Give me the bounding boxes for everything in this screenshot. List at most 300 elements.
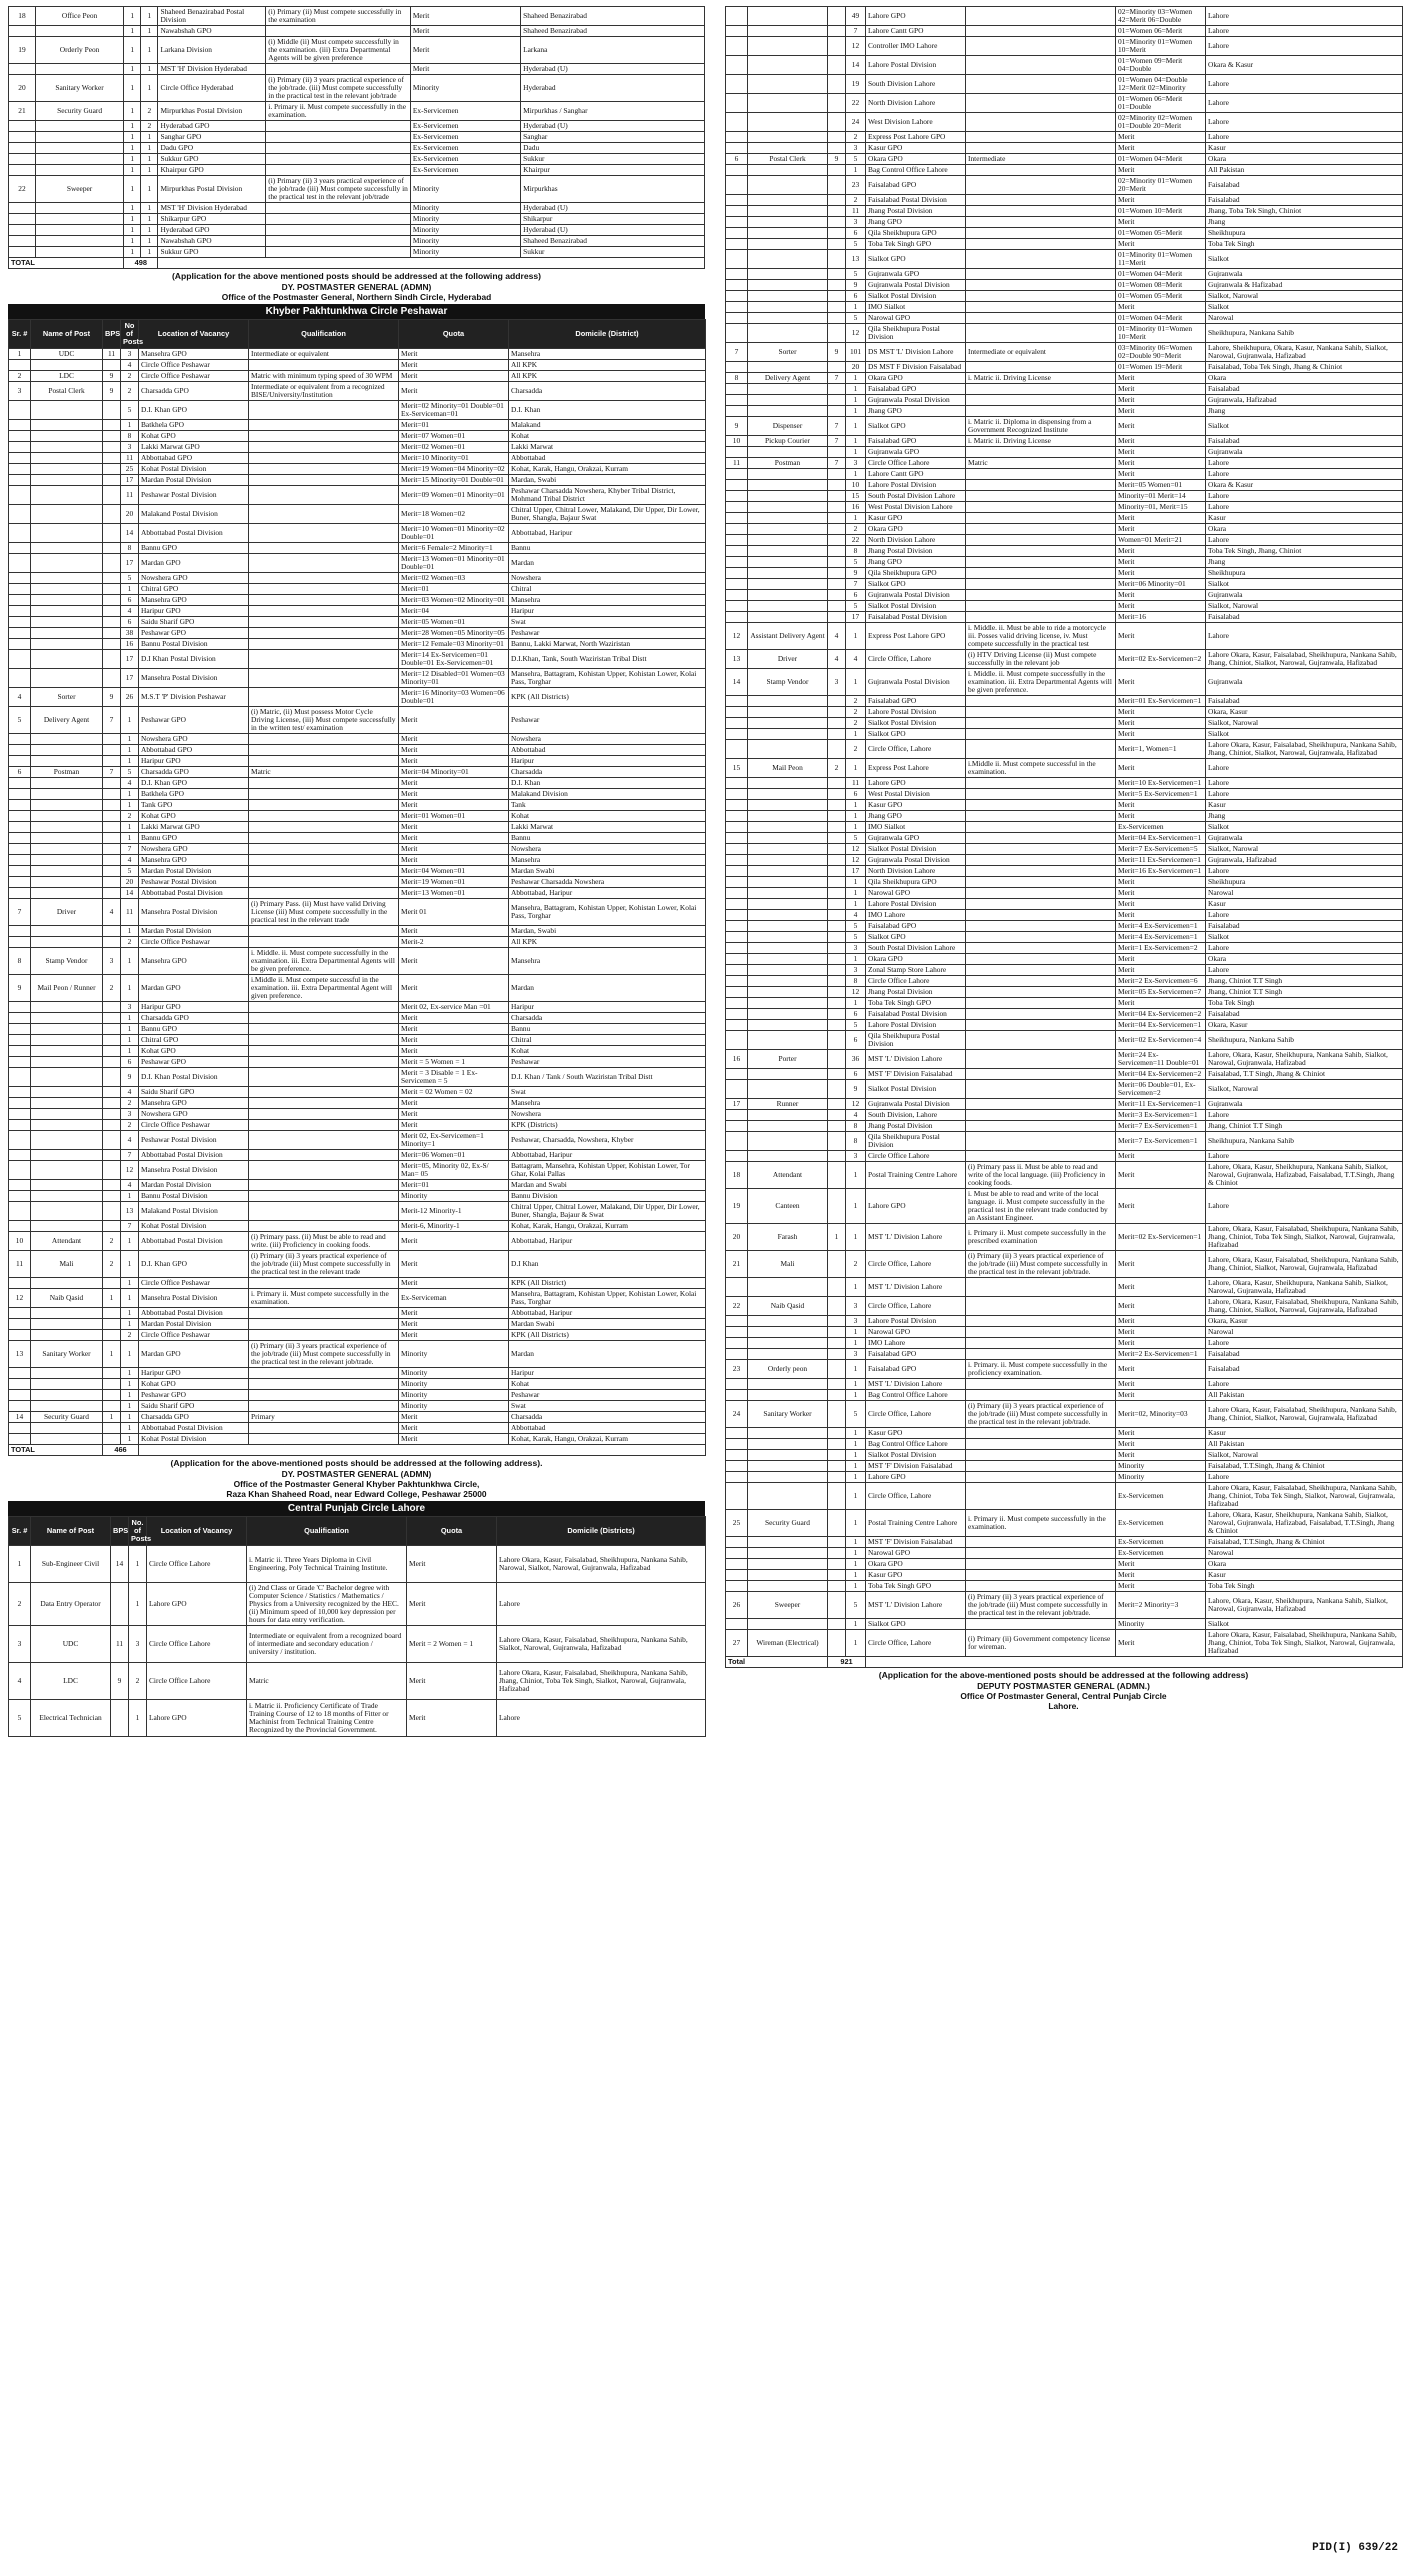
- table-row: [726, 195, 1403, 206]
- cell-qualification: (i) Primary (ii) 3 years practical experience of the job/trade (iii) Must compete successfully in the practical test in the relevant job/trade: [266, 176, 411, 203]
- cell-qualification: [266, 247, 411, 258]
- cell-qualification: [966, 546, 1116, 557]
- cell-quota: Merit: [1116, 998, 1206, 1009]
- cell-bps: [828, 1619, 846, 1630]
- cell-post-name: [748, 1031, 828, 1050]
- cell-domicile: Hyderabad (U): [521, 225, 705, 236]
- cell-post-name: [748, 998, 828, 1009]
- cell-quota: Merit: [1116, 1360, 1206, 1379]
- cell-post-name: [31, 822, 103, 833]
- cell-quota: Merit: [399, 975, 509, 1002]
- cell-qualification: [966, 778, 1116, 789]
- cell-domicile: Tank: [509, 800, 706, 811]
- cell-sr: [9, 888, 31, 899]
- cell-bps: [828, 513, 846, 524]
- cell-location: Sialkot Postal Division: [866, 291, 966, 302]
- cell-posts: 1: [141, 75, 158, 102]
- cell-location: Abbottabad Postal Division: [139, 1150, 249, 1161]
- cell-post-name: [748, 1327, 828, 1338]
- table-row: [9, 1024, 706, 1035]
- cell-qualification: (i) Primary pass ii. Must be able to read and write of the local language. (iii) Proficiency in cooking foods.: [966, 1162, 1116, 1189]
- cell-qualification: [266, 203, 411, 214]
- sindh-address-note: (Application for the above mentioned posts should be addressed at the following address): [171, 271, 542, 281]
- cell-posts: 101: [846, 343, 866, 362]
- cell-location: Circle Office, Lahore: [866, 1251, 966, 1278]
- cell-post-name: [31, 453, 103, 464]
- cell-qualification: i. Matric ii. Proficiency Certificate of Trade Training Course of 12 to 18 months of Fitter or Machinist from Technical Training Centre Recognized by the Provincial Government.: [247, 1700, 407, 1737]
- cell-sr: 10: [9, 1232, 31, 1251]
- cell-posts: 1: [121, 1423, 139, 1434]
- cell-bps: 4: [103, 899, 121, 926]
- cell-sr: [726, 1450, 748, 1461]
- table-row: [9, 1379, 706, 1390]
- cell-quota: Minority: [399, 1368, 509, 1379]
- cell-sr: [726, 1379, 748, 1390]
- cell-domicile: Peshawar: [509, 707, 706, 734]
- cell-sr: [9, 143, 36, 154]
- cell-sr: [726, 921, 748, 932]
- cell-quota: Merit=16 Ex-Servicemen=1: [1116, 866, 1206, 877]
- cell-domicile: Mansehra: [509, 1098, 706, 1109]
- cell-location: Chitral GPO: [139, 1035, 249, 1046]
- cell-quota: Ex-Servicemen: [1116, 822, 1206, 833]
- cell-sr: 19: [726, 1189, 748, 1224]
- cell-qualification: [966, 1132, 1116, 1151]
- cell-location: Toba Tek Singh GPO: [866, 998, 966, 1009]
- table-row: [726, 1483, 1403, 1510]
- cell-post-name: Security Guard: [748, 1510, 828, 1537]
- cell-quota: Ex-Servicemen: [1116, 1537, 1206, 1548]
- cell-qualification: [966, 1428, 1116, 1439]
- cell-bps: [828, 1278, 846, 1297]
- cell-domicile: Lahore: [1206, 910, 1403, 921]
- cell-bps: 7: [103, 767, 121, 778]
- cell-quota: Minority: [410, 236, 520, 247]
- cell-posts: 1: [121, 1024, 139, 1035]
- cell-post-name: [31, 669, 103, 688]
- cell-bps: 1: [124, 203, 141, 214]
- table-row: [9, 349, 706, 360]
- cell-quota: Merit 01: [399, 899, 509, 926]
- cell-bps: [828, 1537, 846, 1548]
- cell-qualification: i.Middle ii. Must compete successful in the examination.: [966, 759, 1116, 778]
- cell-location: Mirpurkhas Postal Division: [158, 176, 266, 203]
- cell-sr: [9, 247, 36, 258]
- cell-bps: [828, 1472, 846, 1483]
- cell-qualification: [966, 75, 1116, 94]
- cell-bps: [103, 1202, 121, 1221]
- cell-location: Shaheed Benazirabad Postal Division: [158, 7, 266, 26]
- cell-bps: [828, 910, 846, 921]
- cell-posts: 17: [846, 612, 866, 623]
- cell-domicile: Sialkot, Narowal: [1206, 291, 1403, 302]
- cell-qualification: (i) Primary (ii) 3 years practical experience of the job/trade (iii) Must compete successfully in the practical test in the relevant trade: [249, 1251, 399, 1278]
- cell-bps: [103, 734, 121, 745]
- cell-sr: [726, 165, 748, 176]
- cell-post-name: [748, 855, 828, 866]
- cell-domicile: KPK (All District): [509, 1278, 706, 1289]
- cell-bps: [103, 1024, 121, 1035]
- cell-location: Charsadda GPO: [139, 382, 249, 401]
- cell-quota: Merit=01: [399, 1180, 509, 1191]
- table-row: [9, 1626, 706, 1663]
- cell-qualification: [249, 1390, 399, 1401]
- cell-domicile: Kohat: [509, 1379, 706, 1390]
- cell-quota: Merit=01 Ex-Servicemen=1: [1116, 696, 1206, 707]
- cell-location: Malakand Postal Division: [139, 505, 249, 524]
- cell-qualification: [249, 401, 399, 420]
- cell-quota: Merit=18 Women=02: [399, 505, 509, 524]
- cell-qualification: i.Middle ii. Must compete successful in the examination. iii. Extra Departmental Agent will given preference.: [249, 975, 399, 1002]
- cell-location: Abbottabad Postal Division: [139, 888, 249, 899]
- cell-domicile: Lahore: [1206, 789, 1403, 800]
- cell-posts: 1: [129, 1700, 147, 1737]
- sindh-total-label: TOTAL: [9, 258, 124, 269]
- header-sr: Sr. #: [9, 1517, 31, 1546]
- cell-quota: Merit=19 Women=04 Minority=02: [399, 464, 509, 475]
- cell-posts: 5: [846, 833, 866, 844]
- cell-domicile: Mansehra: [509, 595, 706, 606]
- cell-quota: Merit = 2 Women = 1: [407, 1626, 497, 1663]
- cell-quota: Merit=10 Ex-Servicemen=1: [1116, 778, 1206, 789]
- cell-post-name: [31, 1131, 103, 1150]
- cell-location: MST 'L' Division Lahore: [866, 1379, 966, 1390]
- cell-sr: [9, 1278, 31, 1289]
- cell-sr: [726, 26, 748, 37]
- cell-posts: 5: [846, 1592, 866, 1619]
- cell-qualification: [249, 937, 399, 948]
- cell-domicile: Lahore: [1206, 7, 1403, 26]
- cell-quota: 01=Women 04=Double 12=Merit 02=Minority: [1116, 75, 1206, 94]
- cell-post-name: [748, 1132, 828, 1151]
- cell-posts: 1: [141, 26, 158, 37]
- table-row: [726, 94, 1403, 113]
- cell-post-name: [31, 877, 103, 888]
- cell-qualification: [966, 1338, 1116, 1349]
- cell-quota: Minority=01, Merit=15: [1116, 502, 1206, 513]
- cell-bps: [103, 453, 121, 464]
- table-row: [9, 1390, 706, 1401]
- cell-quota: Ex-Servicemen: [410, 154, 520, 165]
- cell-post-name: Sweeper: [35, 176, 123, 203]
- cell-domicile: Okara: [1206, 154, 1403, 165]
- cell-quota: 01=Women 19=Merit: [1116, 362, 1206, 373]
- cell-domicile: Lahore: [1206, 26, 1403, 37]
- table-row: [9, 1278, 706, 1289]
- cell-location: Mardan Postal Division: [139, 475, 249, 486]
- cell-qualification: [966, 217, 1116, 228]
- cell-posts: 5: [846, 557, 866, 568]
- cell-domicile: Faisalabad: [1206, 612, 1403, 623]
- cell-domicile: Sialkot: [1206, 579, 1403, 590]
- cell-sr: [726, 302, 748, 313]
- cell-location: Mardan Postal Division: [139, 926, 249, 937]
- cell-bps: [103, 543, 121, 554]
- table-row: [9, 573, 706, 584]
- cell-location: Faisalabad GPO: [866, 1360, 966, 1379]
- sindh-table-body: [9, 7, 705, 258]
- cell-post-name: [31, 431, 103, 442]
- cell-sr: 2: [9, 1583, 31, 1626]
- cell-posts: 1: [846, 1510, 866, 1537]
- cell-post-name: Postman: [748, 458, 828, 469]
- cell-qualification: [966, 1483, 1116, 1510]
- cell-bps: [828, 844, 846, 855]
- cell-posts: 1: [121, 800, 139, 811]
- cell-post-name: Porter: [748, 1050, 828, 1069]
- cell-quota: Merit: [1116, 669, 1206, 696]
- cell-post-name: [748, 1390, 828, 1401]
- cell-bps: [828, 362, 846, 373]
- cell-sr: [9, 442, 31, 453]
- cell-sr: [9, 745, 31, 756]
- cell-location: Faisalabad Postal Division: [866, 612, 966, 623]
- header-post-name: Name of Post: [31, 320, 103, 349]
- cell-post-name: [748, 1619, 828, 1630]
- cell-domicile: Lahore: [1206, 37, 1403, 56]
- cell-domicile: Okara & Kasur: [1206, 480, 1403, 491]
- cell-domicile: Mansehra, Battagram, Kohistan Upper, Kohistan Lower, Kolai Pass, Torghar: [509, 899, 706, 926]
- table-row: [726, 601, 1403, 612]
- cell-sr: [9, 789, 31, 800]
- cell-bps: 1: [124, 247, 141, 258]
- cell-post-name: [35, 165, 123, 176]
- cell-bps: 4: [828, 623, 846, 650]
- table-row: [9, 1251, 706, 1278]
- cell-location: Lakki Marwat GPO: [139, 822, 249, 833]
- cell-bps: [828, 866, 846, 877]
- cell-qualification: [266, 236, 411, 247]
- table-row: [9, 1161, 706, 1180]
- cell-sr: [726, 217, 748, 228]
- cell-sr: 2: [9, 371, 31, 382]
- cell-sr: [726, 844, 748, 855]
- cell-qualification: [266, 225, 411, 236]
- cell-post-name: Mail Peon: [748, 759, 828, 778]
- cell-posts: 1: [129, 1583, 147, 1626]
- table-row: [9, 877, 706, 888]
- cell-sr: 26: [726, 1592, 748, 1619]
- cell-sr: [726, 1278, 748, 1297]
- cell-posts: 1: [846, 1439, 866, 1450]
- table-row: [9, 1002, 706, 1013]
- cell-bps: [828, 546, 846, 557]
- cell-post-name: [35, 214, 123, 225]
- cell-sr: [726, 1069, 748, 1080]
- cell-post-name: [31, 1278, 103, 1289]
- cell-post-name: [31, 420, 103, 431]
- cell-location: Shikarpur GPO: [158, 214, 266, 225]
- cell-domicile: Faisalabad, T.T.Singh, Jhang & Chiniot: [1206, 1461, 1403, 1472]
- cell-sr: [9, 431, 31, 442]
- cell-sr: [9, 475, 31, 486]
- cell-location: Jhang Postal Division: [866, 987, 966, 998]
- cell-location: Mansehra GPO: [139, 349, 249, 360]
- table-row: [726, 1439, 1403, 1450]
- cell-sr: [9, 1068, 31, 1087]
- cell-location: Narowal GPO: [866, 313, 966, 324]
- cell-post-name: [748, 1461, 828, 1472]
- cell-qualification: i. Matric ii. Diploma in dispensing from a Government Recognized Institute: [966, 417, 1116, 436]
- cell-bps: [103, 1423, 121, 1434]
- cell-location: Circle Office, Lahore: [866, 1630, 966, 1657]
- cell-location: Okara GPO: [866, 954, 966, 965]
- cell-bps: 1: [124, 75, 141, 102]
- table-row: [9, 767, 706, 778]
- table-row: [726, 7, 1403, 26]
- cell-posts: 1: [846, 1461, 866, 1472]
- cell-location: Peshawar Postal Division: [139, 486, 249, 505]
- cell-sr: [9, 669, 31, 688]
- table-row: [9, 64, 705, 75]
- cell-post-name: Stamp Vendor: [748, 669, 828, 696]
- cell-posts: 5: [846, 601, 866, 612]
- cell-qualification: [966, 480, 1116, 491]
- table-row: [726, 987, 1403, 998]
- cell-post-name: Naib Qasid: [31, 1289, 103, 1308]
- cell-post-name: [31, 734, 103, 745]
- cell-sr: [9, 628, 31, 639]
- cell-domicile: Faisalabad: [1206, 1360, 1403, 1379]
- cell-sr: [726, 269, 748, 280]
- cell-posts: 1: [846, 447, 866, 458]
- cell-domicile: Sialkot, Narowal: [1206, 601, 1403, 612]
- cell-qualification: [249, 1046, 399, 1057]
- cell-location: Kasur GPO: [866, 800, 966, 811]
- cell-domicile: Faisalabad, T.T.Singh, Jhang & Chiniot: [1206, 1537, 1403, 1548]
- cell-location: Lahore Postal Division: [866, 56, 966, 75]
- cell-domicile: Faisalabad: [1206, 436, 1403, 447]
- cell-location: Sialkot GPO: [866, 417, 966, 436]
- cell-post-name: [748, 965, 828, 976]
- cell-location: Gujranwala GPO: [866, 447, 966, 458]
- cell-quota: Merit=03 Women=02 Minority=01: [399, 595, 509, 606]
- cell-quota: Merit=16: [1116, 612, 1206, 623]
- cell-sr: [726, 1349, 748, 1360]
- cell-qualification: [249, 1319, 399, 1330]
- cell-location: Saidu Sharif GPO: [139, 1087, 249, 1098]
- cell-post-name: [748, 447, 828, 458]
- cell-domicile: Mardan Swabi: [509, 866, 706, 877]
- cell-bps: 4: [828, 650, 846, 669]
- cell-qualification: [966, 1559, 1116, 1570]
- cell-sr: [726, 833, 748, 844]
- cell-posts: 7: [121, 1221, 139, 1232]
- cell-domicile: Dadu: [521, 143, 705, 154]
- cell-qualification: [966, 1461, 1116, 1472]
- cell-sr: [726, 568, 748, 579]
- table-row: [726, 1379, 1403, 1390]
- cell-bps: [828, 1630, 846, 1657]
- cell-bps: [828, 502, 846, 513]
- cell-domicile: Haripur: [509, 1002, 706, 1013]
- cell-posts: 3: [846, 217, 866, 228]
- cell-quota: Merit=5 Ex-Servicemen=1: [1116, 789, 1206, 800]
- cell-bps: [828, 877, 846, 888]
- cell-domicile: All KPK: [509, 371, 706, 382]
- cell-posts: 1: [121, 1289, 139, 1308]
- cell-sr: [9, 1379, 31, 1390]
- cell-domicile: Peshawar, Charsadda, Nowshera, Khyber: [509, 1131, 706, 1150]
- cell-qualification: [966, 855, 1116, 866]
- cell-bps: 7: [103, 707, 121, 734]
- cell-posts: 3: [846, 143, 866, 154]
- cell-sr: [726, 228, 748, 239]
- cell-sr: [726, 513, 748, 524]
- cell-location: Sukkur GPO: [158, 154, 266, 165]
- header-posts: No of Posts: [121, 320, 139, 349]
- cell-qualification: (i) Primary (ii) 3 years practical experience of the job/trade (iii) Must compete successfully in the practical test in the relevant job/trade.: [249, 1341, 399, 1368]
- cell-domicile: Lahore Okara, Kasur, Faisalabad, Sheikhupura, Nankana Sahib, Jhang, Chiniot, Toba Tek Singh, Sialkot, Narowal, Gujranwala, Hafizabad: [497, 1663, 706, 1700]
- cell-posts: 2: [846, 740, 866, 759]
- cell-quota: Merit=01: [399, 420, 509, 431]
- cell-posts: 8: [846, 976, 866, 987]
- cell-bps: [103, 1401, 121, 1412]
- punjab-right-table-body: [726, 7, 1403, 1657]
- cell-post-name: [31, 1390, 103, 1401]
- cell-sr: [726, 590, 748, 601]
- cell-post-name: [748, 612, 828, 623]
- table-row: [726, 469, 1403, 480]
- cell-domicile: Kasur: [1206, 899, 1403, 910]
- cell-quota: Merit=04 Ex-Servicemen=2: [1116, 1009, 1206, 1020]
- cell-domicile: Kasur: [1206, 1428, 1403, 1439]
- cell-location: Sialkot GPO: [866, 1619, 966, 1630]
- cell-post-name: LDC: [31, 371, 103, 382]
- cell-location: Faisalabad Postal Division: [866, 1009, 966, 1020]
- cell-sr: 7: [726, 343, 748, 362]
- cell-post-name: [748, 888, 828, 899]
- cell-posts: 1: [846, 1162, 866, 1189]
- table-row: [726, 26, 1403, 37]
- cell-post-name: [748, 800, 828, 811]
- cell-domicile: Jhang, Chiniot T.T Singh: [1206, 1121, 1403, 1132]
- cell-qualification: [249, 789, 399, 800]
- cell-qualification: [249, 595, 399, 606]
- cell-qualification: [966, 1151, 1116, 1162]
- cell-bps: [103, 1087, 121, 1098]
- table-row: [9, 1035, 706, 1046]
- cell-qualification: [249, 926, 399, 937]
- cell-posts: 6: [846, 590, 866, 601]
- cell-domicile: All KPK: [509, 360, 706, 371]
- cell-qualification: [249, 650, 399, 669]
- cell-quota: Merit=7 Ex-Servicemen=1: [1116, 1121, 1206, 1132]
- cell-qualification: [966, 718, 1116, 729]
- cell-quota: 01=Minority 01=Women 10=Merit: [1116, 37, 1206, 56]
- cell-quota: Ex-Servicemen: [1116, 1548, 1206, 1559]
- table-row: [726, 759, 1403, 778]
- cell-sr: [726, 987, 748, 998]
- cell-domicile: Faisalabad: [1206, 384, 1403, 395]
- cell-domicile: Peshawar Charsadda Nowshera: [509, 877, 706, 888]
- cell-domicile: KPK (All Districts): [509, 688, 706, 707]
- table-row: [726, 362, 1403, 373]
- cell-bps: [828, 7, 846, 26]
- cell-sr: [9, 866, 31, 877]
- cell-quota: Minority: [399, 1341, 509, 1368]
- cell-domicile: Abbottabad, Haripur: [509, 524, 706, 543]
- cell-posts: 12: [846, 37, 866, 56]
- cell-quota: 01=Women 04=Merit: [1116, 269, 1206, 280]
- cell-quota: Merit: [410, 64, 520, 75]
- punjab-office-line1: Office Of Postmaster General, Central Punjab Circle: [960, 1691, 1167, 1701]
- cell-posts: 3: [121, 1109, 139, 1120]
- cell-post-name: Sorter: [31, 688, 103, 707]
- cell-post-name: [748, 579, 828, 590]
- cell-post-name: [748, 26, 828, 37]
- cell-bps: [828, 113, 846, 132]
